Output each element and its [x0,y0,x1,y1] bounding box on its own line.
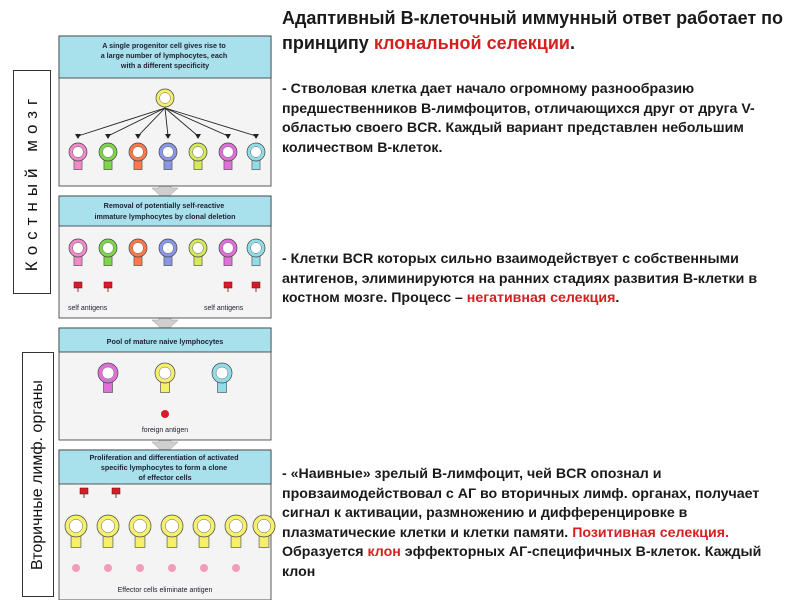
antigen-fragment-icon [72,564,80,572]
antigen-fragment-icon [136,564,144,572]
antigen-fragment-icon [200,564,208,572]
paragraph-1-text: - Стволовая клетка дает начало огромному разнообразию предшественников B-лимфоцитов, отличающихся друг от друга V-областью своего BCR. Каждый вариант представлен небольшим количеством B-клеток. [282,81,755,156]
clonal-selection-diagram [56,28,276,600]
secondary-organs-label: Вторичные лимф. органы [29,379,46,570]
paragraph-negative-selection [282,250,797,309]
antigen-fragment-icon [104,564,112,572]
foreign-antigen-icon [161,410,169,418]
positive-selection-highlight: Позитивная селекция. [572,524,729,541]
title-highlight: клональной селекции [373,33,570,53]
self-antigen-icon [74,282,82,288]
paragraph-2-text: - Клетки BCR которых сильно взаимодействует с собственными антигенов, элиминируются на ранних стадиях развития B-клетки в костном мозге. Процесс – [282,251,758,306]
self-antigens-left-label: self antigens [68,305,108,312]
panel3-caption: Pool of mature naive lymphocytes [106,337,224,346]
panel2-caption: Removal of potentially self-reactive immature lymphocytes by clonal deletion [94,201,236,221]
paragraph-2-end: . [615,290,620,306]
slide-title [282,6,797,56]
clone-highlight: клон [367,544,401,560]
paragraph-3-text: - «Наивные» зрелый B-лимфоцит, чей BCR опознал и провзаимодействовал с АГ во вторичных лимф. органах, получает сигнал к активации, размножению и дифференцировке в плазматические клетки и клетки памяти. [282,466,760,541]
self-antigen-icon [80,488,88,494]
secondary-organs-label-box [22,352,54,597]
panel1-caption: A single progenitor cell gives rise to a large number of lymphocytes, each with a different specificity [100,41,228,70]
self-antigen-icon [112,488,120,494]
bone-marrow-label-box [13,70,51,294]
title-end: . [570,33,576,53]
self-antigens-right-label: self antigens [204,305,244,312]
foreign-antigen-label: foreign antigen [141,427,189,434]
paragraph-positive-selection [282,465,797,582]
panel4-caption: Proliferation and differentiation of activated specific lymphocytes to form a clone of effector cells [89,453,239,482]
panel-naive-pool [59,328,271,440]
title-text: Адаптивный B-клеточный иммунный ответ работает по принципу [282,8,784,53]
paragraph-stem-cell [282,80,797,158]
panel-clonal-deletion [59,196,271,318]
antigen-fragment-icon [232,564,240,572]
self-antigen-icon [224,282,232,288]
bone-marrow-label: Костный мозг [22,92,41,272]
antigen-fragment-icon [168,564,176,572]
negative-selection-highlight: негативная селекция [466,290,616,306]
paragraph-3-mid: Образуется [282,544,368,560]
paragraph-3-end: эффекторных АГ-специфичных B-клеток. Каждый клон [282,544,762,580]
panel-progenitor [59,36,271,186]
self-antigen-icon [252,282,260,288]
progenitor-cell [156,89,174,107]
effector-caption: Effector cells eliminate antigen [117,587,213,594]
panel-effector-clone [59,450,275,600]
self-antigen-icon [104,282,112,288]
